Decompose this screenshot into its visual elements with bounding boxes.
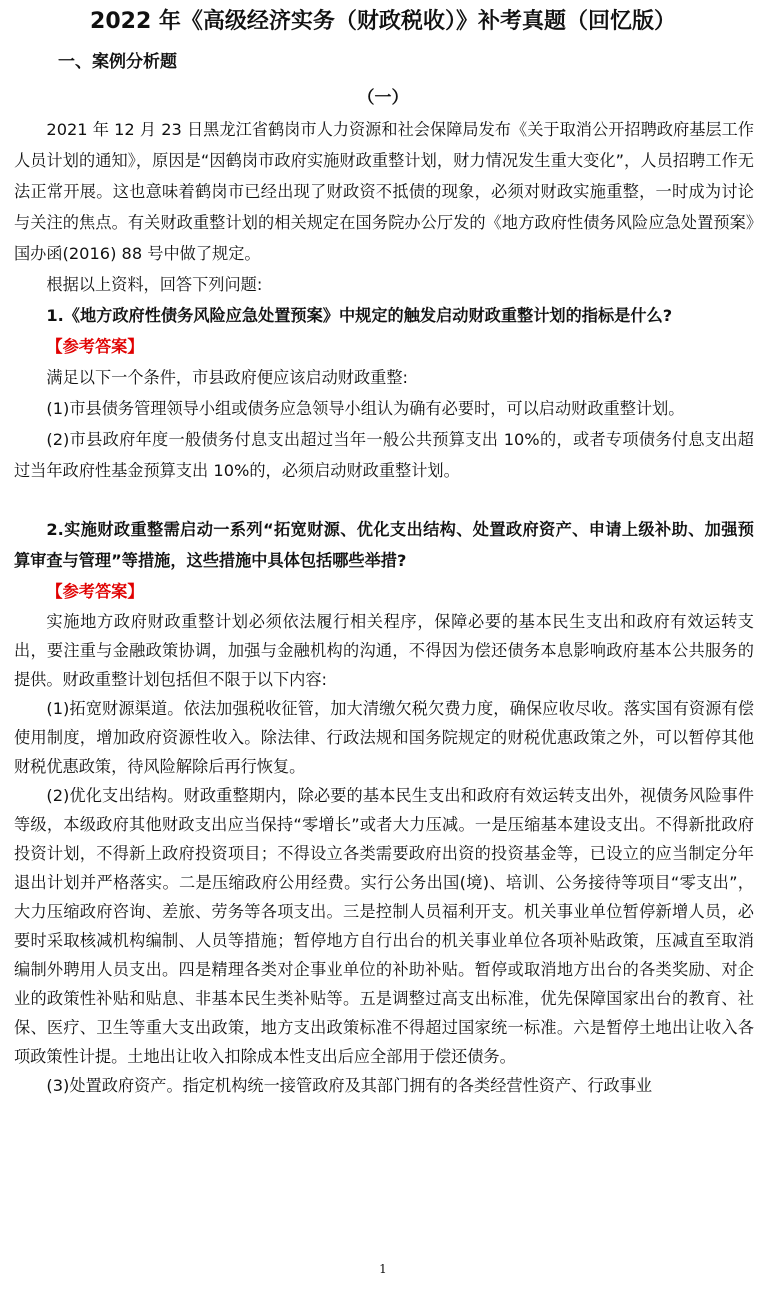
answer-label-1: 【参考答案】 <box>46 337 144 356</box>
document-title: 2022 年《高级经济实务（财政税收）》补考真题（回忆版） <box>90 9 676 34</box>
answer-2-item-3: (3)处置政府资产。指定机构统一接管政府及其部门拥有的各类经营性资产、行政事业 <box>46 1076 653 1095</box>
intro-paragraph: 2021 年 12 月 23 日黑龙江省鹤岗市人力资源和社会保障局发布《关于取消公开招聘政府基层工作人员计划的通知》，原因是“因鹤岗市政府实施财政重整计划，财力情况发生重大变化”，人员招聘工作无法正常开展。这也意味着鹤岗市已经出现了财政资不抵债的现象，必须对财政实施重整，一时成为讨论与关注的焦点。有关财政重整计划的相关规定在国务院办公厅发的《地方政府性债务风险应急处置预案》国办函(2016) 88 号中做了规定。 <box>14 120 754 263</box>
document-body <box>14 114 754 1100</box>
blank-gap <box>14 486 754 514</box>
page-number: 1 <box>379 1262 387 1276</box>
section-heading: 一、案例分析题 <box>58 52 177 72</box>
prompt-paragraph: 根据以上资料，回答下列问题: <box>46 275 263 294</box>
question-2: 2.实施财政重整需启动一系列“拓宽财源、优化支出结构、处置政府资产、申请上级补助、加强预算审查与管理”等措施，这些措施中具体包括哪些举措? <box>14 520 754 570</box>
answer-1-lead: 满足以下一个条件，市县政府便应该启动财政重整: <box>46 368 408 387</box>
answer-label-2: 【参考答案】 <box>46 582 144 601</box>
case-number: （一） <box>357 88 409 108</box>
answer-2-item-1: (1)拓宽财源渠道。依法加强税收征管，加大清缴欠税欠费力度，确保应收尽收。落实国有资源有偿使用制度，增加政府资源性收入。除法律、行政法规和国务院规定的财税优惠政策之外，可以暂停其他财税优惠政策，待风险解除后再行恢复。 <box>14 699 754 776</box>
answer-2-item-2: (2)优化支出结构。财政重整期内，除必要的基本民生支出和政府有效运转支出外，视债务风险事件等级，本级政府其他财政支出应当保持“零增长”或者大力压减。一是压缩基本建设支出。不得新批政府投资计划，不得新上政府投资项目；不得设立各类需要政府出资的投资基金等，已设立的应当制定分年退出计划并严格落实。二是压缩政府公用经费。实行公务出国(境)、培训、公务接待等项目“零支出”，大力压缩政府咨询、差旅、劳务等各项支出。三是控制人员福利开支。机关事业单位暂停新增人员，必要时采取核减机构编制、人员等措施；暂停地方自行出台的机关事业单位各项补贴政策，压减直至取消编制外聘用人员支出。四是精理各类对企事业单位的补助补贴。暂停或取消地方出台的各类奖励、对企业的政策性补贴和贴息、非基本民生类补贴等。五是调整过高支出标准，优先保障国家出台的教育、社保、医疗、卫生等重大支出政策，地方支出政策标准不得超过国家统一标准。六是暂停土地出让收入各项政策性计提。土地出让收入扣除成本性支出后应全部用于偿还债务。 <box>14 786 754 1066</box>
answer-1-item-2: (2)市县政府年度一般债务付息支出超过当年一般公共预算支出 10%的，或者专项债务付息支出超过当年政府性基金预算支出 10%的，必须启动财政重整计划。 <box>14 430 754 480</box>
answer-2-lead: 实施地方政府财政重整计划必须依法履行相关程序，保障必要的基本民生支出和政府有效运转支出，要注重与金融政策协调，加强与金融机构的沟通，不得因为偿还债务本息影响政府基本公共服务的提供。财政重整计划包括但不限于以下内容: <box>14 612 754 689</box>
question-1: 1.《地方政府性债务风险应急处置预案》中规定的触发启动财政重整计划的指标是什么? <box>46 306 673 325</box>
answer-1-item-1: (1)市县债务管理领导小组或债务应急领导小组认为确有必要时，可以启动财政重整计划。 <box>46 399 685 418</box>
